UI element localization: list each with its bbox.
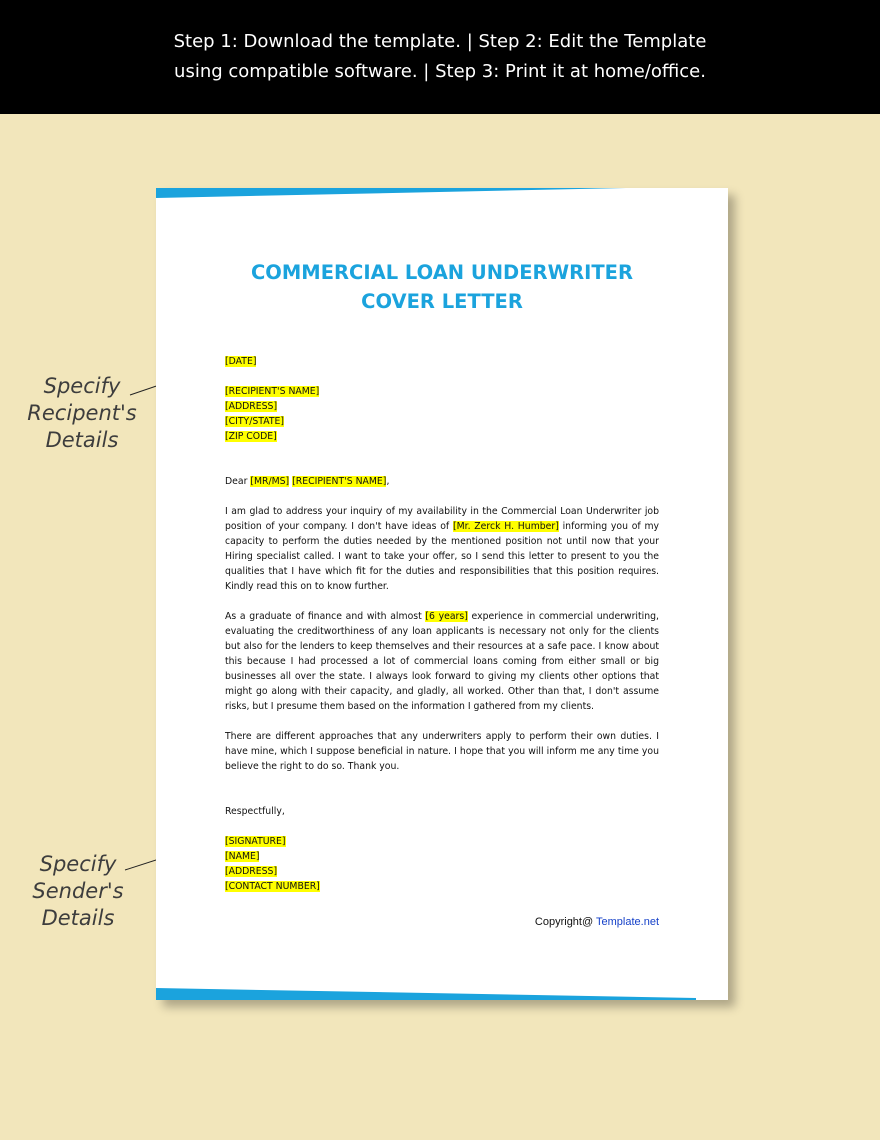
salutation bbox=[225, 474, 659, 489]
sender-address-placeholder: [ADDRESS] bbox=[225, 866, 278, 877]
paragraph-2-part-a: As a graduate of finance and with almost bbox=[225, 611, 426, 622]
sender-annotation-line-3: Details bbox=[41, 906, 115, 930]
signature-placeholder: [SIGNATURE] bbox=[225, 836, 286, 847]
banner-line-1: Step 1: Download the template. | Step 2: Edit the Template bbox=[173, 31, 707, 52]
sender-name-placeholder: [NAME] bbox=[225, 851, 260, 862]
salutation-prefix: Dear bbox=[225, 476, 251, 487]
copyright-prefix: Copyright@ bbox=[534, 916, 597, 928]
recipient-city-state-placeholder: [CITY/STATE] bbox=[225, 416, 285, 427]
recipient-annotation-line-3: Details bbox=[45, 428, 119, 452]
recipient-annotation-line-2: Recipent's bbox=[27, 401, 137, 425]
paragraph-1-part-b: informing you of my capacity to perform the duties needed by the mentioned position not until now that your Hiring specialist called. I want to take your offer, so I send this letter to present to you the qualities that I have which fit for the duties and responsibilities that this position requires. Kindly read this on to know further. bbox=[225, 521, 660, 592]
paragraph-1 bbox=[225, 504, 659, 594]
sender-annotation-line-2: Sender's bbox=[32, 879, 124, 903]
top-banner bbox=[0, 0, 880, 114]
paragraph-1-part-a: I am glad to address your inquiry of my availability in the Commercial Loan Underwriter job position of your company. I don't have ideas of bbox=[225, 506, 659, 532]
letter-paper bbox=[156, 188, 728, 1000]
paragraph-3: There are different approaches that any underwriters apply to perform their own duties. I have mine, which I suppose beneficial in nature. I hope that you will inform me any time you believe the right to do so. Thank you. bbox=[225, 731, 659, 772]
copyright bbox=[535, 916, 659, 928]
sender-annotation bbox=[18, 851, 138, 932]
paragraph-2-part-b: experience in commercial underwriting, evaluating the creditworthiness of any loan applicants is necessary not only for the clients but also for the lenders to keep themselves and their resources at a safe pace. I know about this because I had processed a lot of commercial loans coming from either small or big businesses all over the state. I always look forward to giving my clients other options that might go along with their capacity, and gladly, all worked. Other than that, I don't assume risks, but I presume them based on the information I gathered from my clients. bbox=[225, 611, 659, 712]
date-placeholder: [DATE] bbox=[225, 356, 257, 367]
sender-annotation-line-1: Specify bbox=[39, 852, 117, 876]
letter-body bbox=[225, 354, 659, 894]
letter-title bbox=[156, 258, 728, 316]
years-experience-placeholder: [6 years] bbox=[425, 611, 468, 622]
banner-line-2: using compatible software. | Step 3: Print it at home/office. bbox=[174, 61, 706, 82]
recipient-name-placeholder: [RECIPIENT'S NAME] bbox=[225, 386, 320, 397]
recipient-zip-placeholder: [ZIP CODE] bbox=[225, 431, 277, 442]
letter-title-line-1: COMMERCIAL LOAN UNDERWRITER bbox=[251, 261, 633, 284]
top-accent-band bbox=[156, 188, 728, 202]
closing: Respectfully, bbox=[225, 806, 285, 817]
bottom-accent-band bbox=[156, 986, 728, 1000]
salutation-name-placeholder: [RECIPIENT'S NAME] bbox=[292, 476, 387, 487]
template-net-link[interactable]: Template.net bbox=[596, 916, 659, 928]
contact-number-placeholder: [CONTACT NUMBER] bbox=[225, 881, 320, 892]
letter-title-line-2: COVER LETTER bbox=[361, 290, 523, 313]
recipient-annotation-line-1: Specify bbox=[43, 374, 121, 398]
recipient-annotation bbox=[20, 373, 144, 454]
referrer-name-placeholder: [Mr. Zerck H. Humber] bbox=[452, 521, 559, 532]
paragraph-2 bbox=[225, 609, 659, 714]
salutation-title-placeholder: [MR/MS] bbox=[250, 476, 290, 487]
salutation-suffix: , bbox=[386, 476, 390, 487]
recipient-address-placeholder: [ADDRESS] bbox=[225, 401, 278, 412]
